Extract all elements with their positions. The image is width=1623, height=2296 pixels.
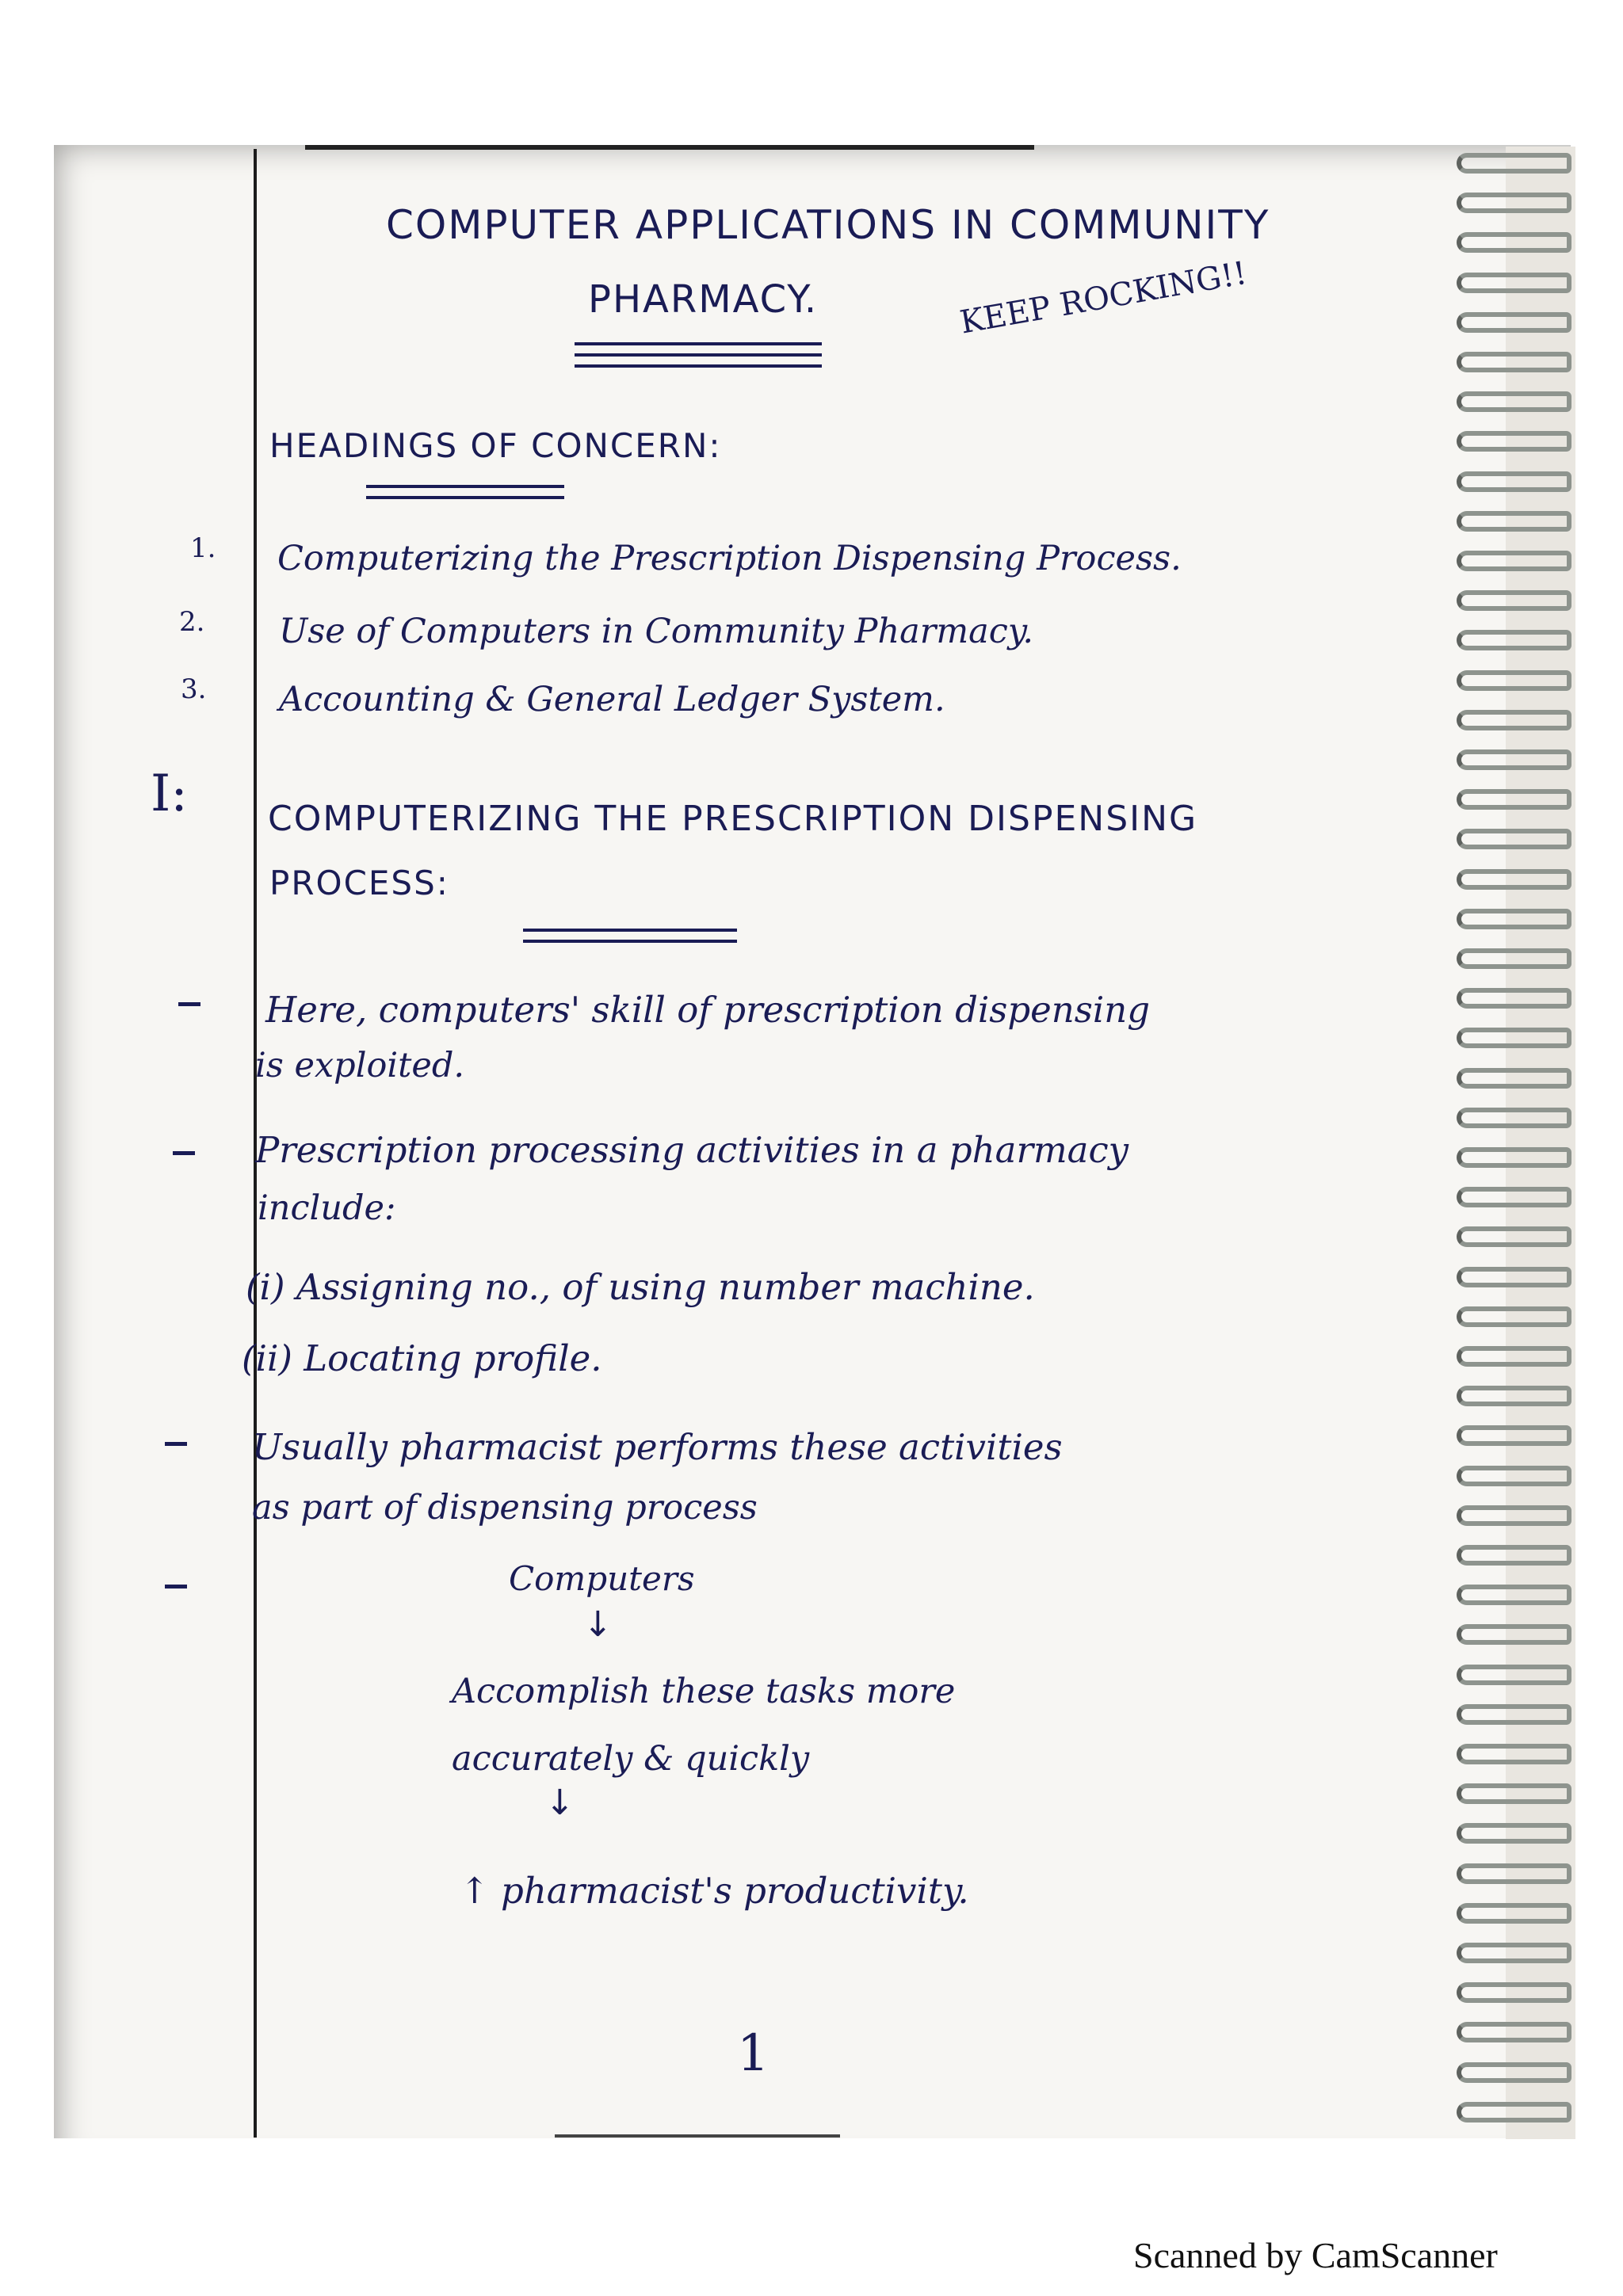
spiral-ring [1457,670,1571,691]
spiral-ring [1457,1306,1571,1327]
heading-item-text: Use of Computers in Community Pharmacy. [279,612,1034,651]
flow-step: accurately & quickly [452,1739,810,1779]
spiral-ring [1457,710,1571,730]
heading-item-text: Computerizing the Prescription Dispensing Process. [277,539,1182,578]
spiral-ring [1457,869,1571,890]
spiral-ring [1457,232,1571,253]
bullet-dash [165,1585,187,1589]
spiral-ring [1457,193,1571,213]
spiral-ring [1457,471,1571,492]
spiral-ring [1457,1704,1571,1725]
spiral-ring [1457,1545,1571,1566]
flow-step: ↑ pharmacist's productivity. [460,1870,969,1912]
paragraph-line: is exploited. [255,1046,465,1085]
spiral-ring [1457,1585,1571,1605]
spiral-ring [1457,551,1571,571]
bullet-dash [165,1442,187,1446]
spiral-ring [1457,1068,1571,1089]
spiral-ring [1457,1267,1571,1287]
page-title-line1: COMPUTER APPLICATIONS IN COMMUNITY [386,202,1270,248]
headings-underline-2 [366,496,564,499]
spiral-ring [1457,352,1571,372]
spiral-ring [1457,1783,1571,1804]
spiral-ring [1457,1903,1571,1924]
section-heading-line2: PROCESS: [269,864,449,902]
headings-label: HEADINGS OF CONCERN: [269,426,722,465]
spiral-ring [1457,1147,1571,1168]
spiral-ring [1457,153,1571,174]
side-note: KEEP ROCKING!! [957,254,1250,341]
spiral-ring [1457,1226,1571,1247]
paragraph-line: as part of dispensing process [252,1488,758,1527]
bullet-dash [178,1002,200,1006]
page-number: 1 [737,2024,769,2083]
spiral-ring [1457,1505,1571,1526]
spiral-ring [1457,1187,1571,1207]
paragraph-line: Usually pharmacist performs these activities [252,1426,1063,1468]
sub-item: (i) Assigning no., of using number machine. [246,1266,1035,1308]
spiral-ring [1457,1028,1571,1048]
spiral-ring [1457,1386,1571,1406]
spiral-ring [1457,789,1571,810]
title-underline-1 [575,342,822,345]
spiral-ring [1457,1943,1571,1963]
spiral-ring [1457,1863,1571,1884]
paragraph-line: Prescription processing activities in a pharmacy [255,1129,1129,1171]
spiral-ring [1457,1624,1571,1645]
sub-item: (ii) Locating profile. [242,1337,602,1379]
spiral-ring [1457,312,1571,333]
section-underline-2 [523,940,737,943]
spiral-ring [1457,1466,1571,1486]
scanner-watermark: Scanned by CamScanner [1133,2235,1498,2275]
spiral-ring [1457,2062,1571,2083]
paragraph-line: Here, computers' skill of prescription dispensing [265,989,1151,1031]
flow-step: Computers [509,1559,695,1598]
page-top-edge [305,145,1034,150]
spiral-ring [1457,590,1571,611]
title-underline-2 [575,353,822,357]
heading-item-text: Accounting & General Ledger System. [279,680,945,719]
down-arrow-icon: ↓ [583,1604,613,1645]
spiral-ring [1457,2102,1571,2122]
spiral-ring [1457,909,1571,929]
spiral-ring [1457,431,1571,452]
spiral-ring [1457,1346,1571,1367]
spiral-ring [1457,511,1571,532]
spiral-ring [1457,948,1571,969]
spiral-ring [1457,2022,1571,2042]
spiral-ring [1457,1425,1571,1446]
section-heading-line1: COMPUTERIZING THE PRESCRIPTION DISPENSING [268,799,1198,839]
spiral-ring [1457,1108,1571,1128]
title-underline-3 [575,364,822,368]
section-underline-1 [523,929,737,932]
spiral-ring [1457,1744,1571,1764]
bullet-dash [173,1151,195,1155]
down-arrow-icon: ↓ [545,1783,575,1823]
page-title-line2: PHARMACY. [588,277,819,322]
spiral-ring [1457,1982,1571,2003]
paragraph-line: include: [258,1188,396,1228]
spiral-ring [1457,391,1571,412]
heading-item-number: 2. [179,606,205,638]
headings-underline-1 [366,485,564,488]
flow-step: Accomplish these tasks more [452,1672,956,1711]
spiral-ring [1457,749,1571,770]
heading-item-number: 3. [181,673,207,705]
spiral-ring [1457,829,1571,849]
spiral-binding [1457,147,1575,2139]
page-bottom-edge [555,2134,840,2138]
spiral-ring [1457,630,1571,650]
spiral-ring [1457,273,1571,293]
section-numeral: I: [151,765,188,823]
heading-item-number: 1. [190,532,216,564]
spiral-ring [1457,988,1571,1009]
spiral-ring [1457,1823,1571,1844]
spiral-ring [1457,1665,1571,1685]
